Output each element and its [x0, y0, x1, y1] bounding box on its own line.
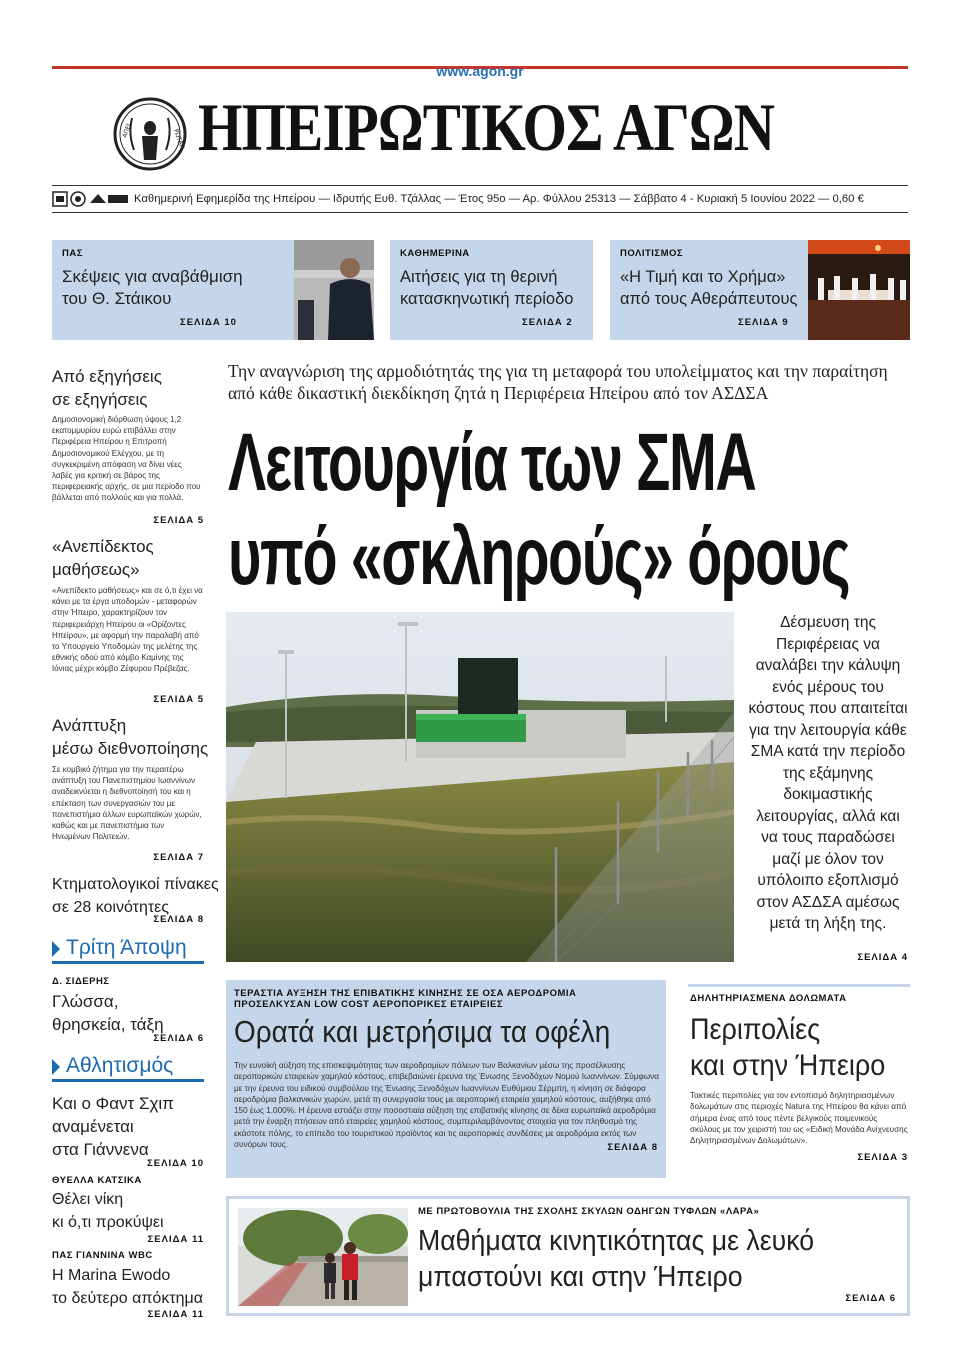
promo-page-ref: ΣΕΛΙΔΑ 9: [738, 317, 789, 328]
sidebar-page-ref-4: ΣΕΛΙΔΑ 8: [153, 914, 204, 925]
bottom-photo-walkers: [238, 1208, 408, 1306]
sidebar-kicker-7: ΘΥΕΛΛΑ ΚΑΤΣΙΚΑ: [52, 1175, 142, 1186]
sidebar-headline-1[interactable]: Από εξηγήσεις σε εξηγήσεις: [52, 367, 162, 409]
promo-pas[interactable]: [52, 240, 374, 340]
sidebar-headline-3[interactable]: Ανάπτυξη μέσω διεθνοποίησης: [52, 716, 209, 758]
story-kicker: ΤΕΡΑΣΤΙΑ ΑΥΞΗΣΗ ΤΗΣ ΕΠΙΒΑΤΙΚΗΣ ΚΙΝΗΣΗΣ ΣΕ ΟΣΑ ΑΕΡΟΔΡΟΜΙΑ ΠΡΟΣΕΛΚΥΣΑΝ LOW COST ΑΕΡΟΠΟΡΙΚΕΣ ΕΤΑΙΡΕΙΕΣ: [234, 988, 577, 1010]
sidebar-body-3: Σε κομβικό ζήτημα για την περαιτέρω ανάπτυξη του Πανεπιστημίου Ιωαννίνων αναδεικνύεται η διεθνοποίησή του και η επέκταση των συνεργασιών του με πανεπιστήμια άλλων ευρωπαϊκών χωρών, καθώς και με πανεπιστήμια των Ηνωμένων Πολιτειών.: [52, 765, 202, 842]
promo-headline: Σκέψεις για αναβάθμιση του Θ. Στάικου: [62, 267, 243, 308]
story-bar: [688, 984, 910, 987]
sidebar-page-ref-6: ΣΕΛΙΔΑ 10: [147, 1158, 204, 1169]
story-body: Την ευνοϊκή αύξηση της επισκεψιμότητας των αεροδρομίων πόλεων των Βαλκανίων μέσω της προσέλκυσης αεροπορικών εταιρειών χαμηλού κόστους, επιβεβαιώνει έρευνα της Ένωσης Ξενοδόχων Νομού Ιωαννίνων. Σύμφωνα με την έρευνα του ειδικού συμβούλου της Ένωσης Ξενοδόχων Ιωαννίνων Ευθύμιου Σέρμπη, η κίνηση σε διάφορα αεροδρόμια βαλκανικών χωρών, μετά τη συνεργασία τους με αεροπορική εταιρεία χαμηλού κόστους, αυξήθηκε από 150 έως 1.000%. Η έρευνα εστιάζει στην ποσοστιαία αύξηση της επιβατικής κίνησης σε δέκα ευρωπαϊκά αεροδρόμια μετά την έναρξη πτήσεων από εταιρείες χαμηλού κόστους, συμπεριλαμβάνοντας στοιχεία για τον πληθυσμό της εκάστοτε πόλης, το επίπεδο του τουριστικού προϊόντος και τις αεροπορικές συνδέσεις με αεροδρόμια εκτός των συνόρων τους.: [234, 1061, 660, 1150]
promo-headline: Αιτήσεις για τη θερινή κατασκηνωτική περίοδο: [400, 268, 574, 308]
sidebar-page-ref-2: ΣΕΛΙΔΑ 5: [153, 694, 204, 705]
story-airports[interactable]: [226, 980, 666, 1178]
story-headline: Ορατά και μετρήσιμα τα οφέλη: [234, 1014, 611, 1049]
sidebar-page-ref-1: ΣΕΛΙΔΑ 5: [153, 515, 204, 526]
story-kicker-patrols: ΔΗΛΗΤΗΡΙΑΣΜΕΝΑ ΔΟΛΩΜΑΤΑ: [690, 993, 847, 1004]
sidebar-headline-2[interactable]: «Ανεπίδεκτος μαθήσεως»: [52, 537, 154, 579]
story-body-patrols: Τακτικές περιπολίες για τον εντοπισμό δηλητηριασμένων δολωμάτων στις περιοχές Natura της Ηπείρου θα κάνει από σήμερα ένας από τους πέντε βελγικούς ποιμενικούς σκύλους με τον χειριστή του ως «Ειδική Μονάδα Ανίχνευσης Δηλητηριασμένων Δολωμάτων».: [690, 1091, 908, 1146]
promo-kicker: ΠΟΛΙΤΙΣΜΟΣ: [620, 248, 684, 259]
lead-side-text: Δέσμευση της Περιφέρειας να αναλάβει την κάλυψη ενός μέρους του κόστους που απαιτείται για την λειτουργία κάθε ΣΜΑ κατά την περίοδο της εξάμηνης δοκιμαστικής λειτουργίας, αλλά και να τους παραδώσει μαζί με όλον τον υπόλοιπο εξοπλισμό στον ΑΣΔΣΑ αμέσως μετά τη λήξη της.: [748, 614, 908, 932]
sidebar-headline-6[interactable]: Και ο Φαντ Σχιπ αναμένεται στα Γιάννενα: [52, 1094, 174, 1159]
triangle-marker-icon: [52, 1059, 60, 1075]
sidebar-kicker-5: Δ. ΣΙΔΕΡΗΣ: [52, 976, 110, 987]
section-tag-opinion[interactable]: [52, 934, 204, 964]
story-headline-patrols[interactable]: Περιπολίες και στην Ήπειρο: [690, 1013, 886, 1082]
sidebar-page-ref-7: ΣΕΛΙΔΑ 11: [147, 1234, 204, 1245]
lead-page-ref: ΣΕΛΙΔΑ 4: [857, 952, 908, 963]
promo-politismos[interactable]: [610, 240, 910, 340]
story-page-ref: ΣΕΛΙΔΑ 8: [607, 1142, 658, 1153]
coach-photo: [294, 240, 374, 340]
bottom-story-page-ref: ΣΕΛΙΔΑ 6: [845, 1293, 896, 1304]
theater-photo: [808, 240, 910, 340]
promo-page-ref: ΣΕΛΙΔΑ 10: [180, 317, 237, 328]
section-label: Τρίτη Άποψη: [66, 936, 187, 959]
masthead-rule-top: [52, 185, 908, 186]
publisher-logos-icon: [52, 191, 132, 207]
section-tag-sports[interactable]: [52, 1052, 204, 1082]
site-url[interactable]: www.agon.gr: [436, 63, 524, 79]
sidebar-page-ref-5: ΣΕΛΙΔΑ 6: [153, 1033, 204, 1044]
dateline: Καθημερινή Εφημερίδα της Ηπείρου — Ιδρυτής Ευθ. Τζάλλας — Έτος 95ο — Αρ. Φύλλου 25313 — Σάββατο 4 - Κυριακή 5 Ιουνίου 2022 — 0,60 €: [134, 193, 864, 205]
promo-kicker: ΠΑΣ: [62, 248, 83, 259]
lead-headline-line-2[interactable]: υπό «σκληρούς» όρους: [228, 511, 850, 602]
promo-kicker: ΚΑΘΗΜΕΡΙΝΑ: [400, 248, 470, 259]
svg-text:ΑΠΕΙ: ΑΠΕΙ: [121, 122, 133, 139]
masthead-rule-bottom: [52, 212, 908, 213]
masthead-title: ΗΠΕΙΡΩΤΙΚΟΣ ΑΓΩΝ: [198, 89, 775, 165]
sidebar-headline-8[interactable]: Η Marina Ewodo το δεύτερο απόκτημα: [52, 1267, 203, 1307]
bottom-story-headline[interactable]: Μαθήματα κινητικότητας με λευκό μπαστούνι και στην Ήπειρο: [418, 1225, 815, 1293]
sidebar-headline-5[interactable]: Γλώσσα, θρησκεία, τάξη: [52, 992, 164, 1034]
sidebar-kicker-8: ΠΑΣ ΓΙΑΝΝΙΝΑ WBC: [52, 1250, 153, 1261]
sidebar-page-ref-3: ΣΕΛΙΔΑ 7: [153, 852, 204, 863]
bottom-story-kicker: ΜΕ ΠΡΩΤΟΒΟΥΛΙΑ ΤΗΣ ΣΧΟΛΗΣ ΣΚΥΛΩΝ ΟΔΗΓΩΝ ΤΥΦΛΩΝ «ΛΑΡΑ»: [418, 1206, 760, 1217]
newspaper-seal-icon: [112, 96, 188, 172]
lead-photo-waste-facility: [226, 612, 734, 962]
promo-headline: «Η Τιμή και το Χρήμα» από τους Αθεράπευτους: [620, 268, 798, 308]
sidebar-body-1: Δημοσιονομική διόρθωση ύψους 1,2 εκατομμυρίου ευρώ επιβάλλει στην Περιφέρεια Ηπείρου η Επιτροπή Δημοσιονομικού Ελέγχου, με τη συγκεκριμένη απόφαση να δίνει νέες λαβές για κριτική σε βάρος της περιφερειακής αρχής, σε μια περίοδο που βάλλεται από πολλούς και για πολλά.: [52, 415, 201, 503]
promo-page-ref: ΣΕΛΙΔΑ 2: [522, 317, 573, 328]
sidebar-headline-4[interactable]: Κτηματολογικοί πίνακες σε 28 κοινότητες: [52, 876, 219, 916]
section-label: Αθλητισμός: [66, 1054, 174, 1077]
sidebar-page-ref-8: ΣΕΛΙΔΑ 11: [147, 1309, 204, 1320]
lead-subheadline: Την αναγνώριση της αρμοδιότητάς της για τη μεταφορά του υπολείμματος και την παραίτηση από κάθε δικαστική διεκδίκηση ζητά η Περιφέρεια Ηπείρου από τον ΑΣΔΣΑ: [228, 361, 888, 403]
sidebar-headline-7[interactable]: Θέλει νίκη κι ό,τι προκύψει: [52, 1191, 164, 1231]
lead-headline-line-1[interactable]: Λειτουργία των ΣΜΑ: [228, 417, 756, 508]
triangle-marker-icon: [52, 941, 60, 957]
sidebar-body-2: «Ανεπίδεκτο μαθήσεως» και σε ό,τι έχει να κάνει με τα έργα υποδομών - μεταφορών στην Ήπειρο, χαρακτηρίζουν τον περιφερειάρχη Ηπείρου οι «Ορίζοντες Ηπείρου», με αφορμή την παραλαβή από το Υπουργείο Υποδομών της μελέτης της εθνικής οδού από κόμβο Καμίνης της Ιόνιας μέχρι κόμβο Ζέφυρου Πρέβεζας.: [52, 586, 203, 674]
story-page-ref-patrols: ΣΕΛΙΔΑ 3: [857, 1152, 908, 1163]
svg-text:ΡΩΤΑΝ: ΡΩΤΑΝ: [172, 128, 186, 150]
promo-kathimerina[interactable]: [390, 240, 593, 340]
